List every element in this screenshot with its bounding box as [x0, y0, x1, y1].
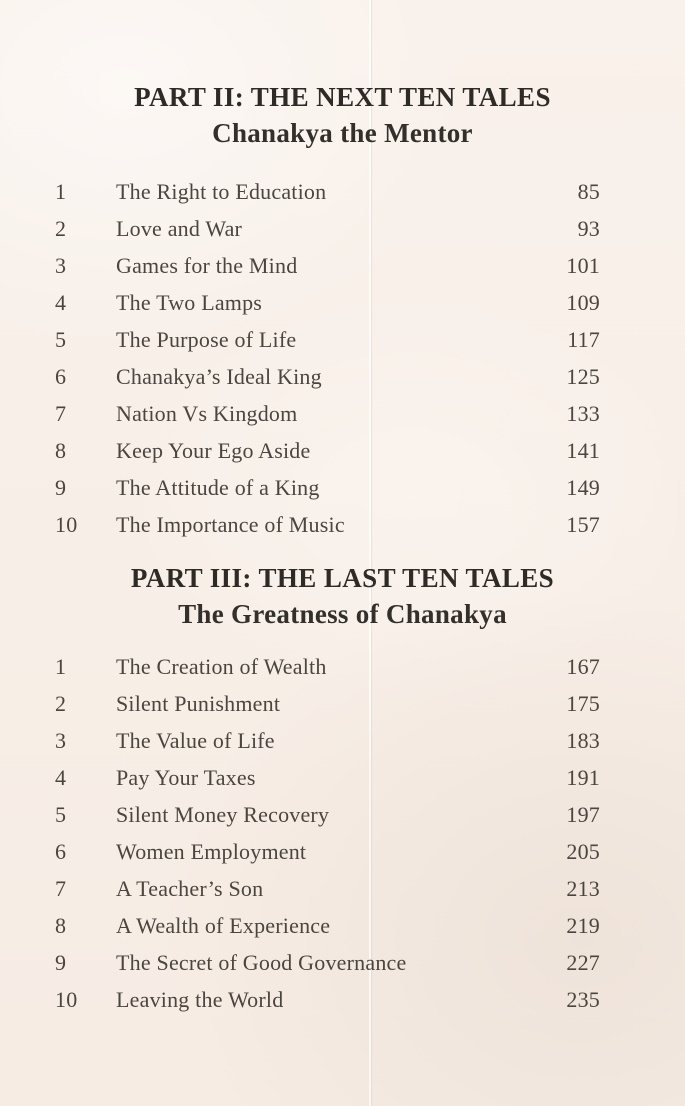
entry-title: The Two Lamps: [116, 289, 263, 315]
entry-page: 197: [566, 801, 600, 827]
toc-row: [55, 944, 600, 981]
toc-entry-list: [55, 173, 600, 543]
toc-row: [55, 210, 600, 247]
entry-title: The Attitude of a King: [116, 474, 320, 500]
entry-page: 167: [566, 653, 600, 679]
entry-page: 157: [566, 511, 600, 537]
toc-row: [55, 870, 600, 907]
entry-title: The Creation of Wealth: [116, 653, 327, 679]
entry-number: 8: [55, 437, 67, 463]
entry-page: 141: [566, 437, 600, 463]
entry-title: Leaving the World: [116, 986, 284, 1012]
entry-number: 4: [55, 289, 67, 315]
entry-title: The Right to Education: [116, 178, 327, 204]
entry-title: Love and War: [116, 215, 243, 241]
entry-title: Silent Punishment: [116, 690, 281, 716]
entry-page: 85: [577, 178, 600, 204]
part-subtitle: Chanakya the Mentor: [212, 118, 473, 148]
entry-page: 219: [566, 912, 600, 938]
entry-number: 2: [55, 690, 67, 716]
part-subtitle: The Greatness of Chanakya: [178, 599, 507, 629]
toc-section-part-3: [0, 563, 685, 1018]
entry-page: 133: [566, 400, 600, 426]
toc-row: [55, 722, 600, 759]
part-title: PART II: THE NEXT TEN TALES: [134, 82, 551, 112]
entry-page: 101: [566, 252, 600, 278]
entry-title: Keep Your Ego Aside: [116, 437, 311, 463]
entry-page: 205: [566, 838, 600, 864]
entry-page: 117: [567, 326, 600, 352]
entry-number: 9: [55, 949, 67, 975]
entry-number: 3: [55, 252, 67, 278]
entry-title: The Value of Life: [116, 727, 275, 753]
entry-title: Pay Your Taxes: [116, 764, 256, 790]
entry-page: 175: [566, 690, 600, 716]
entry-number: 9: [55, 474, 67, 500]
entry-title: Nation Vs Kingdom: [116, 400, 298, 426]
part-title: PART III: THE LAST TEN TALES: [130, 563, 555, 593]
entry-title: The Purpose of Life: [116, 326, 297, 352]
entry-number: 10: [55, 986, 78, 1012]
entry-number: 4: [55, 764, 67, 790]
toc-row: [55, 358, 600, 395]
entry-number: 10: [55, 511, 78, 537]
entry-page: 149: [566, 474, 600, 500]
entry-page: 213: [566, 875, 600, 901]
entry-number: 6: [55, 838, 67, 864]
toc-row: [55, 284, 600, 321]
toc-row: [55, 796, 600, 833]
toc-row: [55, 173, 600, 210]
toc-row: [55, 247, 600, 284]
entry-number: 8: [55, 912, 67, 938]
entry-title: Women Employment: [116, 838, 307, 864]
entry-page: 191: [566, 764, 600, 790]
entry-page: 125: [566, 363, 600, 389]
entry-number: 7: [55, 875, 67, 901]
toc-section-part-2: [0, 82, 685, 543]
entry-page: 235: [566, 986, 600, 1012]
entry-number: 5: [55, 801, 67, 827]
toc-row: [55, 685, 600, 722]
entry-number: 2: [55, 215, 67, 241]
entry-page: 227: [566, 949, 600, 975]
toc-row: [55, 833, 600, 870]
entry-page: 93: [577, 215, 600, 241]
toc-row: [55, 321, 600, 358]
entry-title: The Secret of Good Governance: [116, 949, 407, 975]
toc-row: [55, 648, 600, 685]
entry-page: 183: [566, 727, 600, 753]
toc-row: [55, 981, 600, 1018]
toc-row: [55, 907, 600, 944]
toc-row: [55, 432, 600, 469]
entry-number: 7: [55, 400, 67, 426]
entry-number: 1: [55, 653, 67, 679]
entry-number: 5: [55, 326, 67, 352]
entry-title: Silent Money Recovery: [116, 801, 330, 827]
entry-number: 3: [55, 727, 67, 753]
entry-title: A Teacher’s Son: [116, 875, 264, 901]
entry-page: 109: [566, 289, 600, 315]
entry-number: 1: [55, 178, 67, 204]
entry-title: The Importance of Music: [116, 511, 345, 537]
entry-title: A Wealth of Experience: [116, 912, 331, 938]
toc-row: [55, 395, 600, 432]
entry-number: 6: [55, 363, 67, 389]
entry-title: Chanakya’s Ideal King: [116, 363, 322, 389]
toc-row: [55, 469, 600, 506]
toc-row: [55, 506, 600, 543]
toc-entry-list: [55, 648, 600, 1018]
entry-title: Games for the Mind: [116, 252, 298, 278]
toc-row: [55, 759, 600, 796]
